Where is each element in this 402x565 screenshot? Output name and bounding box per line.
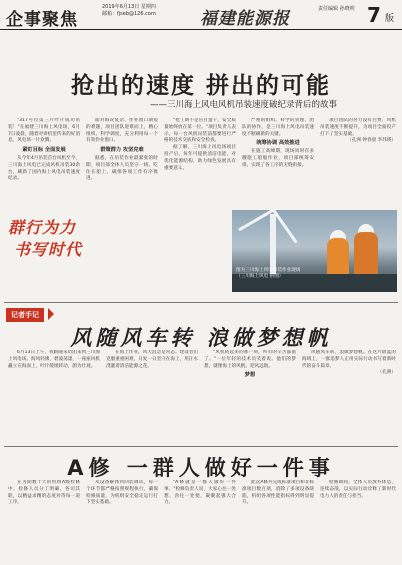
lead-paragraph: 据了解，三川海上风电场项目投产后，每年可提供清洁电能，对优化能源结构、助力绿色发展具有重要意义。: [164, 145, 236, 171]
story3-column-2: [86, 480, 158, 560]
story3-column-3: [164, 480, 236, 560]
photo-caption-line: （三川海上风电 供图）: [236, 274, 284, 279]
story2-column-4: [302, 350, 396, 442]
paper-logo: 福建能源报: [200, 9, 290, 29]
editor-info: 责任编辑 孙晓明: [318, 6, 355, 12]
lead-paragraph: 从今年4月吊装首台风机至今，三川海上风电已完成风机吊装30余台，刷新了国内海上风电吊装速度纪录。: [8, 155, 80, 182]
worker-figure: [327, 238, 349, 278]
turbine-blade: [272, 210, 297, 244]
page-number: 7: [367, 3, 381, 27]
story2-paragraph: 6月13日上午，我跟随采访团来到三川海上风电场。海风轻拂，碧波荡漾，一座座风机矗立在海面上，叶片缓缓转动，蔚为壮观。: [8, 350, 100, 369]
lead-paragraph: "抢工期不是盲目蛮干，安全质量始终放在第一位。"项目负责人表示，每一台风机吊装前都要进行严格的技术交底和安全检查。: [164, 118, 236, 144]
story3-headline: A修 一群人做好一件事: [67, 456, 335, 480]
calligraphy-line: 群行为力: [8, 218, 77, 237]
lead-column-4: [242, 118, 314, 206]
lead-subheadline: ——三川海上风电风机吊装速度破纪录背后的故事: [150, 100, 338, 110]
lead-paragraph: 严密的组织、科学的管理、团队的协作，是三川海上风电吊装速度不断刷新的关键。: [242, 118, 314, 137]
story2-column-3: [204, 350, 296, 442]
issue-info: [102, 4, 156, 18]
story3-column-1: [8, 480, 80, 560]
lead-headline: 抢出的速度 拼出的可能: [70, 73, 331, 99]
story2-section-heading: 梦想: [244, 372, 256, 379]
issue-email: 邮箱：fjseb@126.com: [102, 11, 156, 17]
story3-paragraph: 检修期间，全体人员放弃休息，连续奋战，以实际行动诠释了新时代电力人的责任与担当。: [320, 480, 396, 499]
section-divider: [4, 302, 398, 303]
column-tag: 记者手记: [6, 308, 44, 322]
page-unit: 版: [385, 14, 395, 24]
story3-paragraph: 此次A修共完成标准项目和非标准项目数百项，消除了多项设备缺陷，机组各项性能指标得到明显提升。: [242, 480, 314, 506]
lead-paragraph: "317号位第三片叶片成功吊装！"在福建三川海上风电场，6月7日凌晨，随着对讲机里传来的好消息，风电场一片欢腾。: [8, 118, 80, 144]
lead-paragraph: 据悉，在吊装作业最紧张的时期，项目部全体人员坚守一线，吃住在船上，确保各项工作有序推进。: [86, 155, 158, 182]
section-divider: [4, 446, 398, 447]
story2-paragraph: 在海上作业，风大浪急是常态。建设者们克服重重困难，日复一日坚守在海上，用汗水浇灌着清洁能源之花。: [106, 350, 198, 369]
lead-section-heading: 统筹协调 高效推进: [256, 140, 300, 147]
story3-paragraph: 在为期数十天的机组A级检修中，检修人员分工明确、各司其职，以精益求精的态度对待每一道工序。: [8, 480, 80, 506]
story3-paragraph: 从设备解体到回装调试，每一个环节都严格按照规程执行，确保检修质量，为机组安全稳定运行打下坚实基础。: [86, 480, 158, 506]
section-title: 企事聚焦: [6, 10, 78, 30]
photo-caption: [236, 268, 300, 280]
turbine-blade: [238, 210, 274, 231]
story3-column-5: [320, 480, 396, 560]
lead-column-1: [8, 118, 80, 194]
story2-column-2: [106, 350, 198, 442]
masthead: [0, 0, 402, 30]
story2-paragraph: "风机转起来的那一刻，所有的辛苦都值了。"一位年轻的技术员笑着说。他们的梦想，就像海上的风帆，迎风远航。: [204, 350, 296, 369]
story2-headline: 风随风车转 浪做梦想帆: [70, 325, 332, 350]
story2-paragraph: 风随风车转，浪做梦想帆。在这片蔚蓝的海域上，一群追梦人正用实际行动书写着新时代的奋斗篇章。: [302, 350, 396, 369]
calligraphy-line: 书写时代: [14, 240, 83, 259]
story2-column-1: [8, 350, 100, 442]
lead-byline: （孔洲 钟春晨 李玮瑛）: [347, 138, 396, 144]
lead-paragraph: 项目团队的努力没有白费，风机吊装速度不断提升，为项目全面投产打下了坚实基础。: [320, 118, 396, 137]
lead-section-heading: 紧盯目标 全面发展: [22, 147, 66, 154]
lead-paragraph: 在施工高峰期，现场同时有多艘施工船舶作业，项目部统筹安排，实现了各工序的无缝衔接。: [242, 149, 314, 168]
worker-figure: [354, 232, 378, 280]
lead-paragraph: 面对海况复杂、作业窗口期短的难题，项目团队迎难而上，精心组织，科学调度，充分利用每一个有效作业窗口。: [86, 118, 158, 144]
lead-column-2: [86, 118, 158, 298]
lead-column-5: [320, 118, 396, 206]
story3-column-4: [242, 480, 314, 560]
lead-section-heading: 群策群力 攻坚克难: [100, 147, 144, 154]
photo-caption-line: 图为三川海上风电吊装作业现场: [236, 268, 301, 273]
tag-arrow-icon: [48, 308, 54, 320]
story2-byline: （孔洲）: [377, 370, 396, 376]
lead-column-3: [164, 118, 236, 298]
issue-date: 2019年6月13日 星期四: [102, 4, 156, 10]
story3-paragraph: "A修就是一群人做好一件事。"检修负责人说，大家心往一处想、劲往一处使，凝聚起强大合力。: [164, 480, 236, 506]
